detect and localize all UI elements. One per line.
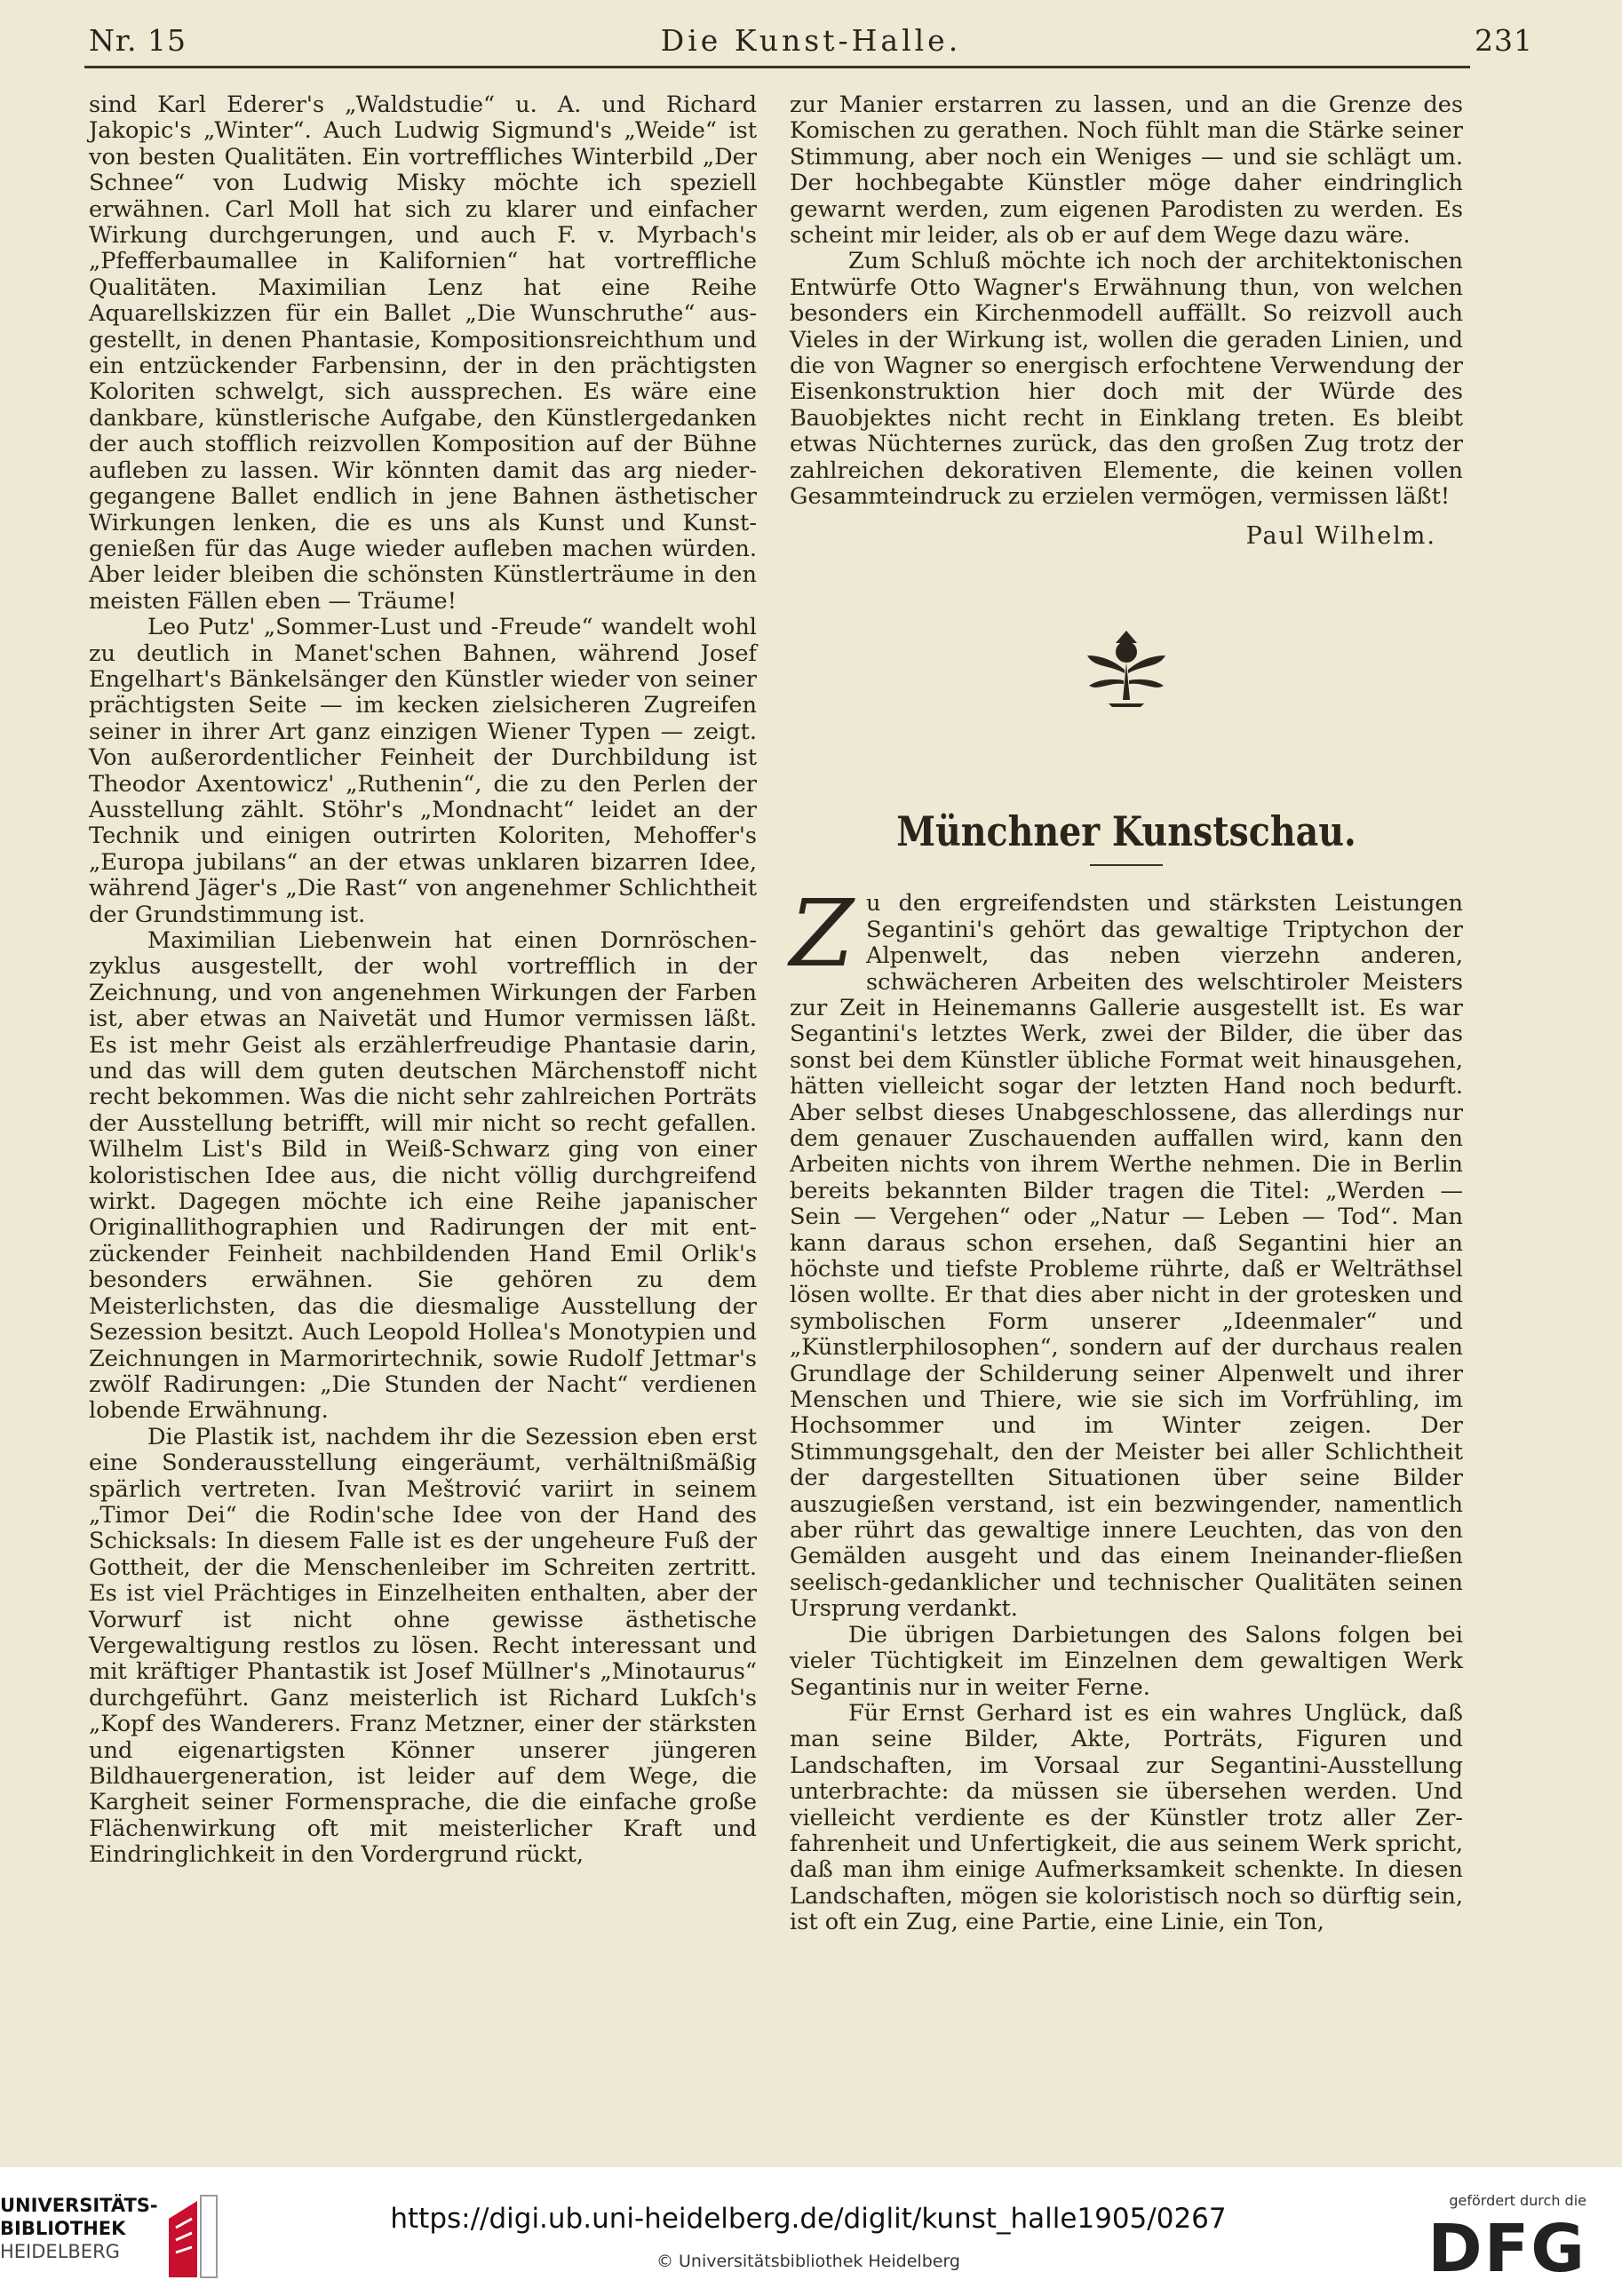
left-column — [89, 92, 757, 1869]
title-rule — [1090, 864, 1163, 866]
copyright-notice: © Universitätsbibliothek Heidelberg — [656, 2252, 960, 2271]
funding-label: gefördert durch die — [1449, 2192, 1586, 2209]
paragraph: Maximilian Liebenwein hat einen Dornröschenzyklus ausgestellt, der wohl vortrefflich in der Zeichnung, und von angenehmen Wirkungen der Farben ist, aber etwas an Naivetät und Humor vermissen läßt. Es ist mehr Geist als erzählerfreudige Phantasie darin, und das will dem guten deutschen Märchenstoff nicht recht bekommen. Was die nicht sehr zahlreichen Porträts der Ausstellung betrifft, will mir nicht so recht gefallen. Wilhelm List's Bild in Weiß-Schwarz ging von einer koloristischen Idee aus, die nicht völlig durchgreifend wirkt. Dagegen möchte ich eine Reihe japanischer Originallithographien und Radirungen der mit entzückender Feinheit nachbildenden Hand Emil Orlik's besonders erwähnen. Sie gehören zu dem Meisterlichsten, das die diesmalige Ausstellung der Sezession besitzt. Auch Leopold Hollea's Monotypien und Zeichnungen in Marmorirtechnik, sowie Rudolf Jettmar's zwölf Radirungen: „Die Stunden der Nacht“ verdienen lobende Erwähnung. — [89, 927, 757, 1425]
paragraph: Für Ernst Gerhard ist es ein wahres Unglück, daß man seine Bilder, Akte, Porträts, Figuren und Landschaften, im Vorsaal zur Segantini-Ausstellung unterbrachte: da müssen sie übersehen werden. Und vielleicht verdiente es der Künstler trotz aller Zerfahrenheit und Unfertigkeit, die aus seinem Werk spricht, daß man ihm einige Aufmerksamkeit schenkte. In diesen Landschaften, mögen sie koloristisch noch so dürftig sein, ist oft ein Zug, eine Partie, eine Linie, ein Ton, — [790, 1699, 1463, 1936]
page-number: 231 — [1475, 23, 1533, 58]
author-signature: Paul Wilhelm. — [1245, 521, 1436, 550]
floral-ornament-icon — [1082, 629, 1171, 709]
library-logo-text[interactable]: UNIVERSITÄTS- BIBLIOTHEK HEIDELBERG — [0, 2195, 158, 2262]
section-title: Münchner Kunstschau. — [896, 806, 1356, 855]
paragraph: Zum Schluß möchte ich noch der architektonischen Entwürfe Otto Wagner's Erwähnung thun, von welchen besonders ein Kirchenmodell auffällt. So reizvoll auch Vieles in der Wirkung ist, wollen die geraden Linien, und die von Wagner so energisch erfochtene Verwendung der Eisenkonstruktion hier doch mit der Würde des Bauobjektes nicht recht in Einklang treten. Es bleibt etwas Nüchternes zurück, das den großen Zug trotz der zahlreichen dekorativen Elemente, die keinen vollen Gesammteindruck zu erzielen vermögen, vermissen läßt! — [790, 248, 1463, 511]
article-body — [790, 879, 1463, 1936]
paragraph: Die Plastik ist, nachdem ihr die Sezession eben erst eine Sonderausstellung eingeräumt, verhältnißmäßig spärlich vertreten. Ivan Meštrović variirt in seinem „Timor Dei“ die Rodin'sche Idee von der Hand des Schicksals: In diesem Falle ist es der ungeheure Fuß der Gottheit, der die Menschenleiber im Schreiten zertritt. Es ist viel Prächtiges in Einzelheiten enthalten, aber der Vorwurf ist nicht ohne gewisse ästhetische Vergewaltigung restlos zu lösen. Recht interessant und mit kräftiger Phantastik ist Josef Müllner's „Minotaurus“ durchgeführt. Ganz meisterlich ist Richard Lukſch's „Kopf des Wanderers. Franz Metzner, einer der stärksten und eigenartigsten Könner unserer jüngeren Bildhauergeneration, ist leider auf dem Wege, die Kargheit seiner Formensprache, die die einfache große Flächenwirkung oft mit meisterlicher Kraft und Eindringlichkeit in den Vordergrund rückt, — [89, 1423, 757, 1869]
header-rule — [84, 66, 1470, 68]
library-logo-icon[interactable] — [162, 2192, 222, 2281]
running-head — [89, 23, 1533, 62]
right-column — [790, 92, 1463, 1936]
paragraph: u den ergreifendsten und stärksten Leistungen Segantini's gehört das gewaltige Triptychon der Alpenwelt, das neben vierzehn anderen, schwächeren Arbeiten des welschtiroler Meisters zur Zeit in Heinemanns Gallerie ausgestellt ist. Es war Segantini's letztes Werk, zwei der Bilder, die über das sonst bei dem Künstler übliche Format weit hinausgehen, hätten vielleicht sogar der letzten Hand noch bedurft. Aber selbst dieses Unabgeschlossene, das allerdings nur dem genauer Zuschauenden auffallen wird, kann den Arbeiten nichts von ihrem Werthe nehmen. Die in Berlin bereits bekannten Bilder tragen die Titel: „Werden — Sein — Vergehen“ oder „Natur — Leben — Tod“. Man kann daraus schon ersehen, daß Segantini hier an höchste und tiefste Probleme rührte, daß er Welträthsel lösen wollte. Er that dies aber nicht in der grotesken und symbolischen Form unserer „Ideenmaler“ und „Künstlerphilosophen“, sondern auf der durchaus realen Grundlage der Schilderung seiner Alpenwelt und ihrer Menschen und Thiere, wie sie sich im Vorfrühling, im Hochsommer und im Winter zeigen. Der Stimmungsgehalt, den der Meister bei aller Schlichtheit der dargestellten Situationen über seine Bilder auszugießen verstand, ist ein bezwingender, namentlich aber rührt das gewaltige innere Leuchten, das von den Gemälden ausgeht und das einem Ineinander-fließen seelisch-gedanklicher und technischer Qualitäten seinen Ursprung verdankt. — [790, 890, 1463, 1623]
permalink-url[interactable]: https://digi.ub.uni-heidelberg.de/diglit/kunst_halle1905/0267 — [390, 2203, 1227, 2235]
paragraph: Leo Putz' „Sommer-Lust und -Freude“ wandelt wohl zu deutlich in Manet'schen Bahnen, während Josef Engelhart's Bänkelsänger den Künstler wieder von seiner prächtigsten Seite — im kecken zielsicheren Zugreifen seiner in ihrer Art ganz einzigen Wiener Typen — zeigt. Von außerordentlicher Feinheit der Durchbildung ist Theodor Axentowicz' „Ruthenin“, die zu den Perlen der Ausstellung zählt. Stöhr's „Mondnacht“ leidet an der Technik und einigen outrirten Koloriten, Mehoffer's „Europa jubilans“ an der etwas unklaren bizarren Idee, während Jäger's „Die Rast“ von angenehmer Schlichtheit der Grundstimmung ist. — [89, 614, 757, 928]
journal-title: Die Kunst-Halle. — [660, 23, 962, 58]
paragraph: Die übrigen Darbietungen des Salons folgen bei vieler Tüchtigkeit im Einzelnen dem gewaltigen Werk Segantinis nur in weiter Ferne. — [790, 1621, 1463, 1701]
dfg-logo[interactable]: DFG — [1427, 2211, 1586, 2287]
paragraph: zur Manier erstarren zu lassen, und an die Grenze des Komischen zu gerathen. Noch fühlt man die Stärke seiner Stimmung, aber noch ein Weniges — und sie schlägt um. Der hochbegabte Künstler möge daher eindringlich gewarnt werden, zum eigenen Parodisten zu werden. Es scheint mir leider, als ob er auf dem Wege dazu wäre. — [790, 91, 1463, 250]
viewer-footer — [0, 2167, 1622, 2296]
issue-number: Nr. 15 — [89, 23, 187, 58]
drop-cap: Z — [790, 879, 855, 989]
paragraph: sind Karl Ederer's „Waldstudie“ u. A. und Richard Jakopic's „Winter“. Auch Ludwig Sigmund's „Weide“ ist von besten Qualitäten. Ein vortreffliches Winterbild „Der Schnee“ von Ludwig Misky möchte ich speziell erwähnen. Carl Moll hat sich zu klarer und einfacher Wirkung durchgerungen, und auch F. v. Myrbach's „Pfefferbaumallee in Kalifornien“ hat vortreffliche Qualitäten. Maximilian Lenz hat eine Reihe Aquarellskizzen für ein Ballet „Die Wunschruthe“ ausgestellt, in denen Phantasie, Kompositionsreichthum und ein entzückender Farbensinn, der in den prächtigsten Koloriten schwelgt, sich aussprechen. Es wäre eine dankbare, künstlerische Aufgabe, den Künstlergedanken der auch stofflich reizvollen Komposition auf der Bühne aufleben zu lassen. Wir könnten damit das arg niedergegangene Ballet endlich in jene Bahnen ästhetischer Wirkungen lenken, die es uns als Kunst und Kunstgenießen für das Auge wieder aufleben machen würden. Aber leider bleiben die schönsten Künstlerträume in den meisten Fällen eben — Träume! — [89, 91, 757, 615]
